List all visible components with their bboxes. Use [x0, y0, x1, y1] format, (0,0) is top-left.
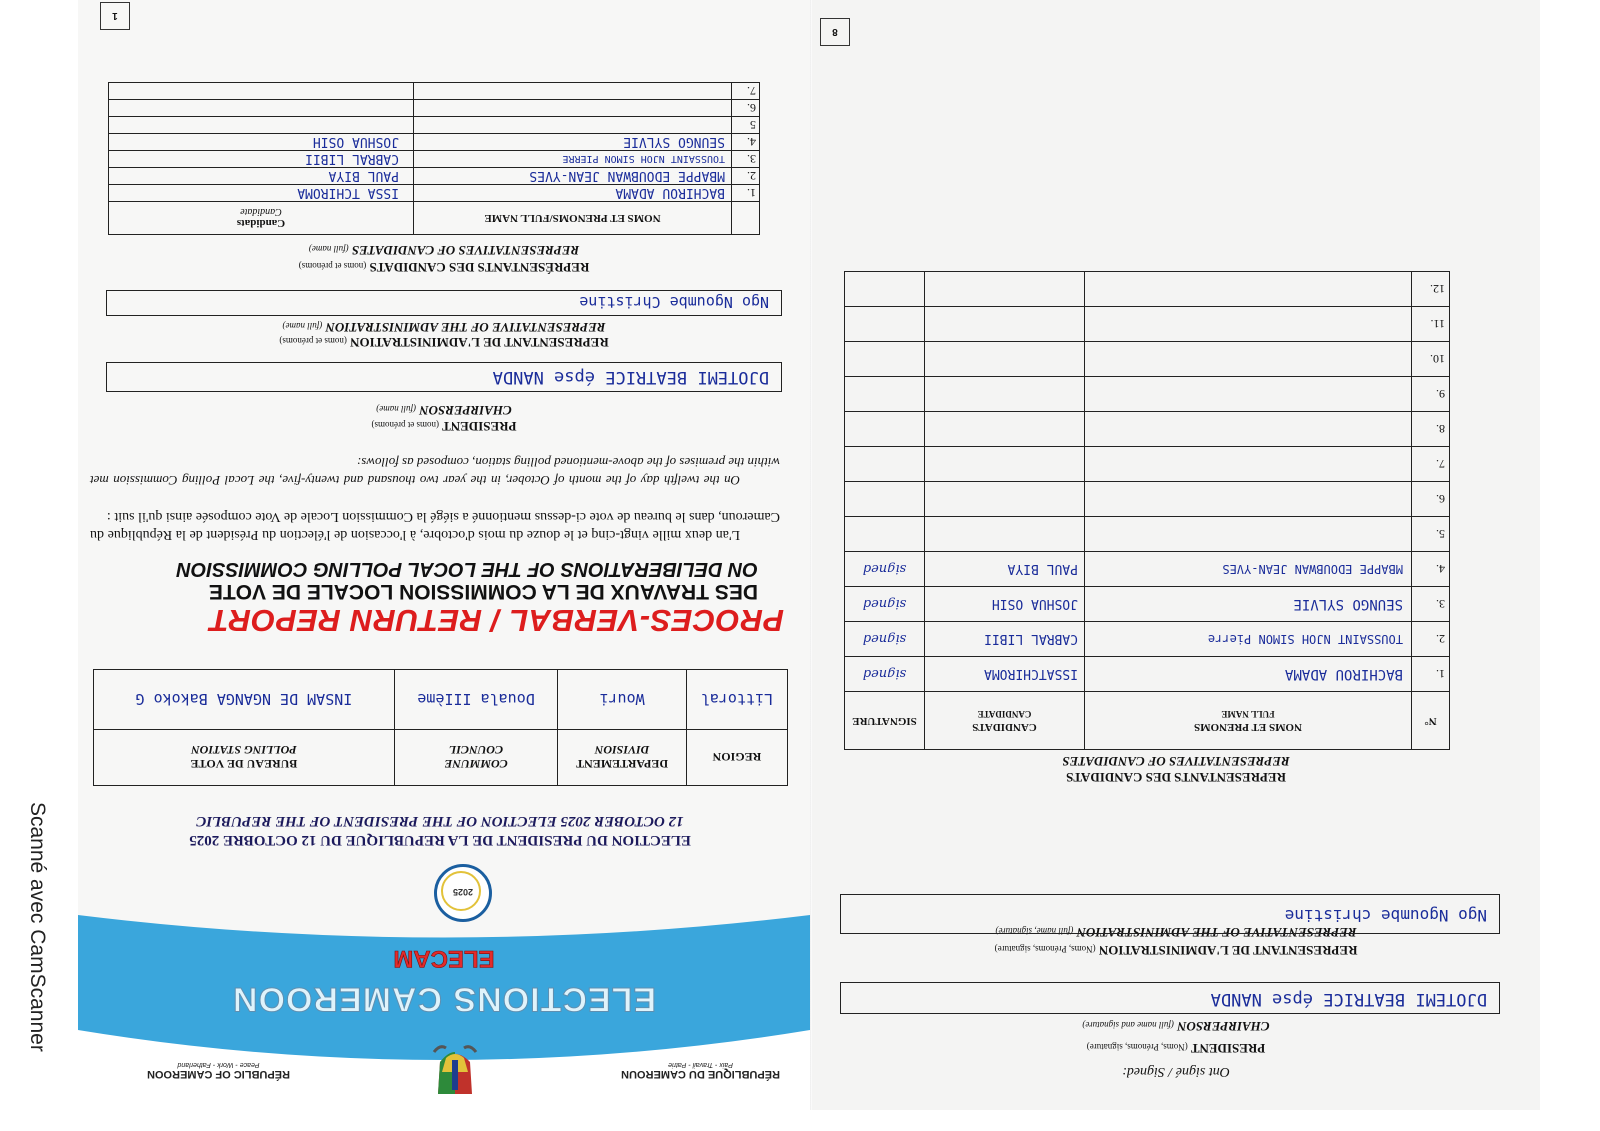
table-row: 4. MBAPPE EDOUBWAN JEAN-YVES PAUL BIYA signed [845, 552, 1450, 587]
signature-mark: signed [845, 657, 925, 692]
table-row: 3. TOUSSAINT NJOH SIMON PIERRE CABRAL LIBII [109, 151, 760, 168]
admin-rep-label: REPRESENTANT DE L'ADMINISTRATION (noms et prénoms) [279, 335, 609, 350]
candidate-reps-label: REPRESENTANTS DES CANDIDATS [1066, 770, 1286, 785]
header-republic-en [147, 1061, 290, 1080]
table-row: 1. BACHIROU ADAMA ISSA TCHIROMA [109, 185, 760, 202]
table-row: 7. [845, 447, 1450, 482]
table-row: 11. [845, 307, 1450, 342]
candidate-reps-label-en: REPRESENTATIVES OF CANDIDATES (full name) [308, 243, 580, 258]
admin-rep-label: REPRESENTANT DE L'ADMINISTRATION (Noms, Prénoms, signature) [994, 943, 1358, 958]
location-table [93, 669, 788, 786]
candidate-reps-table [108, 82, 760, 235]
president-label: PRESIDENT (Noms, Prénoms, signature) [1086, 1041, 1266, 1056]
signature-mark: signed [845, 622, 925, 657]
candidate-reps-label-en: REPRESENTATIVES OF CANDIDATES [1062, 754, 1290, 769]
body-text-en: On the twelfth day of the month of October, in the year two thousand and twenty-five, the Local Polling Commission met within the premises of the above-mentioned polling station, composed as follows: [90, 455, 780, 488]
motto-fr: Paix - Travail - Patrie [668, 1061, 733, 1068]
header-republic-fr [621, 1061, 780, 1080]
banner-title: ELECTIONS CAMEROON [231, 980, 657, 1018]
report-subtitle-en: ON DELIBERATIONS OF THE LOCAL POLLING COMMISSION [176, 558, 758, 580]
admin-rep-label-en: REPRESENTATIVE OF THE ADMINISTRATION (full name, signature) [995, 925, 1357, 940]
table-row: 8. [845, 412, 1450, 447]
table-row: 5. [845, 517, 1450, 552]
candidate-reps-label: REPRÉSENTANTS DES CANDIDATS (noms et prénoms) [298, 260, 590, 275]
watermark-text: Scanné avec CamScanner [26, 802, 49, 1052]
election-title-fr: ELECTION DU PRESIDENT DE LA REPUBLIQUE DU 12 OCTOBRE 2025 [189, 832, 691, 848]
banner-acronym: ELECAM [393, 945, 495, 972]
header-council: COMMUNE COUNCIL [394, 730, 558, 786]
table-row: 6. [845, 482, 1450, 517]
col-number: N° [1412, 692, 1450, 750]
table-row: 2. TOUSSAINT NJOH SIMON Pierre CABRAL LIBII signed [845, 622, 1450, 657]
col-signature: SIGNATURE [845, 692, 925, 750]
scanner-watermark [14, 802, 54, 1105]
header-polling-station: BUREAU DE VOTE POLLING STATION [94, 730, 395, 786]
election-title-en: 12 OCTOBER 2025 ELECTION OF THE PRESIDENT OF THE REPUBLIC [196, 813, 684, 829]
table-row: 4. SEUNGO SYLVIE JOSHUA OSIH [109, 134, 760, 151]
page-number: 8 [820, 18, 850, 46]
elecam-seal-icon [434, 864, 492, 922]
header-division: DEPARTEMENT DIVISION [558, 730, 687, 786]
table-row: 7. [109, 83, 760, 100]
seal-year: 2025 [452, 887, 474, 897]
value-polling-station: INSAM DE NGANGA Bakoko G [94, 670, 395, 730]
left-page [78, 0, 810, 1110]
col-candidate: CANDIDATS CANDIDATE [925, 692, 1085, 750]
page-number: 1 [100, 2, 130, 30]
body-text-fr: L'an deux mille vingt-cinq et le douze du mois d'octobre, à l'occasion de l'élection du Président de la République du Cameroun, dans le bureau de vote ci-dessus mentionné a siégé la Commission Locale de Vote composée ainsi qu'il suit : [90, 509, 780, 542]
col-full-name: NOMS ET PRENOMS FULL NAME [1085, 692, 1412, 750]
signature-mark: signed [845, 587, 925, 622]
value-region: Littoral [686, 670, 787, 730]
president-name-field: DJOTEMI BEATRICE épse NANDA [106, 362, 782, 392]
admin-rep-label-en: REPRESENTATIVE OF THE ADMINISTRATION (full name) [282, 320, 606, 335]
elecam-banner [78, 915, 810, 1110]
table-row: 2. MBAPPE EDOUBWAN JEAN-YVES PAUL BIYA [109, 168, 760, 185]
signature-mark: signed [845, 552, 925, 587]
president-label: PRESIDENT (noms et prénoms) [371, 419, 517, 434]
table-row: 5 [109, 117, 760, 134]
header-region: REGION [686, 730, 787, 786]
value-division: Wouri [558, 670, 687, 730]
table-row: 12. [845, 272, 1450, 307]
chairperson-label: CHAIRPERSON (full name and signature) [1082, 1019, 1270, 1034]
table-row: 10. [845, 342, 1450, 377]
candidate-reps-signature-table [844, 271, 1450, 750]
col-full-name: NOMS ET PRENOMS/FULL NAME [414, 202, 732, 235]
report-subtitle-fr: DES TRAVAUX DE LA COMMISSION LOCALE DE VOTE [208, 580, 758, 603]
chairperson-label: CHAIRPERSON (full name) [376, 403, 512, 418]
president-signature-field: DJOTEMI BEATRICE épse NANDA [840, 982, 1500, 1014]
table-row: 1. BACHIROU ADAMA ISSATCHIROMA signed [845, 657, 1450, 692]
republic-en: RÉPUBLIC OF CAMEROON [147, 1068, 290, 1080]
table-row: 3. SEUNGO SYLVIE JOSHUA OSIH signed [845, 587, 1450, 622]
report-title: PROCES-VERBAL / RETURN REPORT [209, 603, 784, 638]
right-page [812, 0, 1540, 1110]
admin-rep-name-field: Ngo Ngoumbe Christine [106, 290, 782, 316]
admin-rep-signature-field: Ngo Ngoumbe christine [840, 894, 1500, 934]
table-row: 9. [845, 377, 1450, 412]
signed-label: Ont signé / Signed: [1122, 1064, 1230, 1079]
table-row: 6. [109, 100, 760, 117]
value-council: Douala IIIème [394, 670, 558, 730]
col-number [732, 202, 760, 235]
coat-of-arms-icon [430, 1040, 480, 1102]
motto-en: Peace - Work - Fatherland [177, 1061, 260, 1068]
col-candidate: Candidats Candidate [109, 202, 414, 235]
republic-fr: RÉPUBLIQUE DU CAMEROUN [621, 1068, 780, 1080]
